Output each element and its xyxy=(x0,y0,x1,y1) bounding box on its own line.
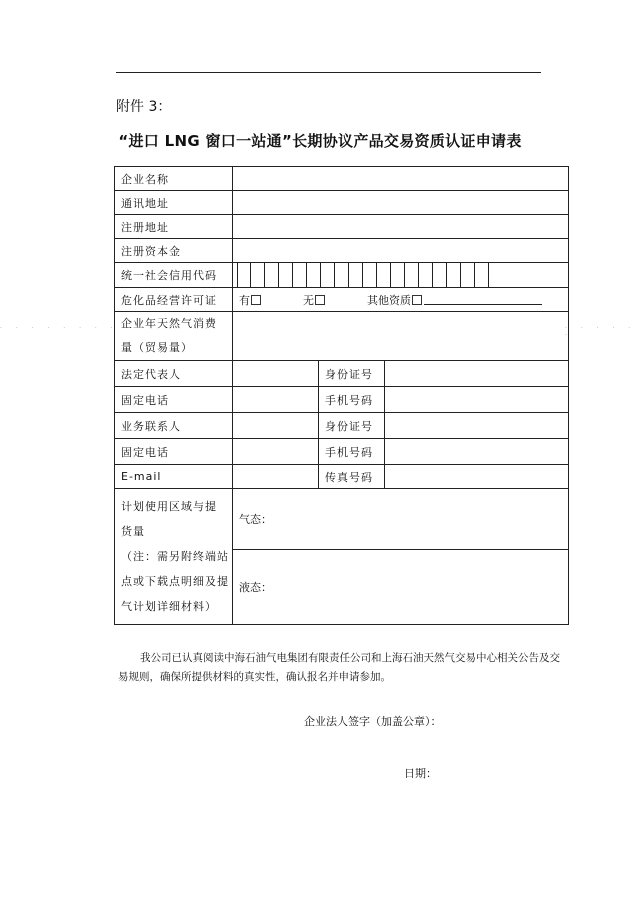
plan-line3: （注：需另附终端站 xyxy=(121,550,229,563)
company-name-label: 企业名称 xyxy=(115,167,233,191)
fax-label: 传真号码 xyxy=(319,465,385,489)
scan-dots-left: · · · · · · · · · · · xyxy=(0,325,167,332)
license-other-label: 其他资质 xyxy=(367,293,411,307)
date-label: 日期： xyxy=(404,767,437,780)
gas-consumption-line1: 企业年天然气消费 xyxy=(121,317,217,330)
gas-consumption-label xyxy=(115,312,233,361)
id-no-field[interactable] xyxy=(385,361,569,387)
liquid-state-label: 液态： xyxy=(239,581,272,594)
scan-dots-right: · · · · · · xyxy=(565,325,637,339)
gas-consumption-field[interactable] xyxy=(233,312,569,361)
attachment-label: 附件 3： xyxy=(116,99,172,115)
landline-label: 固定电话 xyxy=(115,387,233,413)
credit-code-label: 统一社会信用代码 xyxy=(115,263,233,288)
landline2-field[interactable] xyxy=(233,439,319,465)
top-divider xyxy=(116,72,541,73)
mobile2-label: 手机号码 xyxy=(319,439,385,465)
legal-rep-field[interactable] xyxy=(233,361,319,387)
gas-state-field[interactable] xyxy=(233,489,569,550)
id-no2-field[interactable] xyxy=(385,413,569,439)
gas-consumption-line2: 量（贸易量） xyxy=(121,341,193,354)
form-title: “进口 LNG 窗口一站通”长期协议产品交易资质认证申请表 xyxy=(118,132,522,150)
id-no2-label: 身份证号 xyxy=(319,413,385,439)
email-field[interactable] xyxy=(233,465,319,489)
contact-field[interactable] xyxy=(233,413,319,439)
plan-line4: 点或下载点明细及提 xyxy=(121,575,229,588)
contact-label: 业务联系人 xyxy=(115,413,233,439)
license-no-checkbox[interactable] xyxy=(315,295,325,305)
plan-label xyxy=(115,489,233,625)
hazard-license-field xyxy=(233,288,569,312)
license-other-line[interactable] xyxy=(424,294,542,305)
reg-capital-field[interactable] xyxy=(233,239,569,263)
id-no-label: 身份证号 xyxy=(319,361,385,387)
landline2-label: 固定电话 xyxy=(115,439,233,465)
license-yes-label: 有 xyxy=(239,293,250,307)
reg-address-field[interactable] xyxy=(233,215,569,239)
hazard-license-label: 危化品经营许可证 xyxy=(115,288,233,312)
mobile-field[interactable] xyxy=(385,387,569,413)
plan-line1: 计划使用区域与提 xyxy=(121,500,217,513)
reg-capital-label: 注册资本金 xyxy=(115,239,233,263)
address-label: 通讯地址 xyxy=(115,191,233,215)
license-yes-checkbox[interactable] xyxy=(251,295,261,305)
license-no-label: 无 xyxy=(303,293,314,307)
plan-line5: 气计划详细材料） xyxy=(121,600,217,613)
email-label: E-mail xyxy=(115,465,233,489)
liquid-state-field[interactable] xyxy=(233,550,569,625)
mobile2-field[interactable] xyxy=(385,439,569,465)
license-other-checkbox[interactable] xyxy=(412,295,422,305)
legal-rep-label: 法定代表人 xyxy=(115,361,233,387)
reg-address-label: 注册地址 xyxy=(115,215,233,239)
credit-code-field[interactable] xyxy=(233,263,569,288)
company-name-field[interactable] xyxy=(233,167,569,191)
declaration-statement: 我公司已认真阅读中海石油气电集团有限责任公司和上海石油天然气交易中心相关公告及交易规则，确保所提供材料的真实性，确认报名并申请参加。 xyxy=(118,652,560,683)
signature-label: 企业法人签字（加盖公章）： xyxy=(304,715,442,728)
credit-code-boxes[interactable] xyxy=(237,263,568,287)
mobile-label: 手机号码 xyxy=(319,387,385,413)
address-field[interactable] xyxy=(233,191,569,215)
fax-field[interactable] xyxy=(385,465,569,489)
application-form-table xyxy=(114,166,569,625)
plan-line2: 货量 xyxy=(121,525,145,538)
landline-field[interactable] xyxy=(233,387,319,413)
gas-state-label: 气态： xyxy=(239,513,272,526)
